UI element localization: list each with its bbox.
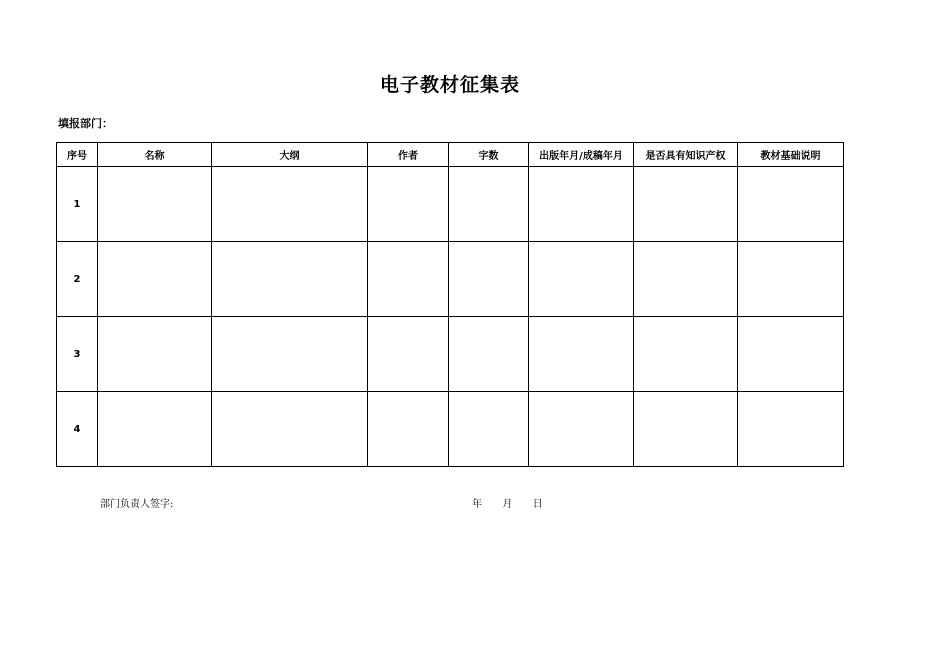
table-row [57, 242, 844, 317]
cell-outline[interactable] [212, 167, 368, 242]
table-row [57, 167, 844, 242]
row-index: 1 [57, 167, 98, 242]
cell-basis-notes[interactable] [738, 167, 844, 242]
column-header-word-count: 字数 [449, 143, 529, 167]
table-header-row [57, 143, 844, 167]
column-header-basis-notes: 教材基础说明 [738, 143, 844, 167]
cell-ip-rights[interactable] [634, 392, 738, 467]
table-row [57, 317, 844, 392]
cell-name[interactable] [98, 242, 212, 317]
column-header-name: 名称 [98, 143, 212, 167]
cell-name[interactable] [98, 392, 212, 467]
cell-publish-date[interactable] [529, 392, 634, 467]
cell-ip-rights[interactable] [634, 167, 738, 242]
department-head-signature-label: 部门负责人签字: [100, 499, 174, 510]
cell-publish-date[interactable] [529, 242, 634, 317]
column-header-author: 作者 [368, 143, 449, 167]
cell-basis-notes[interactable] [738, 392, 844, 467]
cell-word-count[interactable] [449, 317, 529, 392]
date-year-label: 年 [472, 499, 482, 510]
cell-word-count[interactable] [449, 242, 529, 317]
table-row [57, 392, 844, 467]
column-header-ip-rights: 是否具有知识产权 [634, 143, 738, 167]
cell-outline[interactable] [212, 317, 368, 392]
cell-outline[interactable] [212, 242, 368, 317]
column-header-publish-date: 出版年月/成稿年月 [529, 143, 634, 167]
cell-word-count[interactable] [449, 392, 529, 467]
cell-outline[interactable] [212, 392, 368, 467]
cell-basis-notes[interactable] [738, 317, 844, 392]
cell-name[interactable] [98, 317, 212, 392]
cell-ip-rights[interactable] [634, 242, 738, 317]
cell-publish-date[interactable] [529, 167, 634, 242]
column-header-outline: 大纲 [212, 143, 368, 167]
row-index: 3 [57, 317, 98, 392]
date-month-label: 月 [502, 499, 513, 510]
row-index: 2 [57, 242, 98, 317]
collection-table [56, 142, 844, 467]
cell-basis-notes[interactable] [738, 242, 844, 317]
cell-author[interactable] [368, 167, 449, 242]
cell-ip-rights[interactable] [634, 317, 738, 392]
cell-author[interactable] [368, 392, 449, 467]
cell-name[interactable] [98, 167, 212, 242]
date-day-label: 日 [532, 499, 543, 510]
row-index: 4 [57, 392, 98, 467]
cell-word-count[interactable] [449, 167, 529, 242]
signature-date [472, 495, 543, 510]
cell-publish-date[interactable] [529, 317, 634, 392]
form-title: 电子教材征集表 [379, 74, 520, 96]
cell-author[interactable] [368, 317, 449, 392]
cell-author[interactable] [368, 242, 449, 317]
department-label: 填报部门： [58, 117, 113, 130]
column-header-index: 序号 [57, 143, 98, 167]
